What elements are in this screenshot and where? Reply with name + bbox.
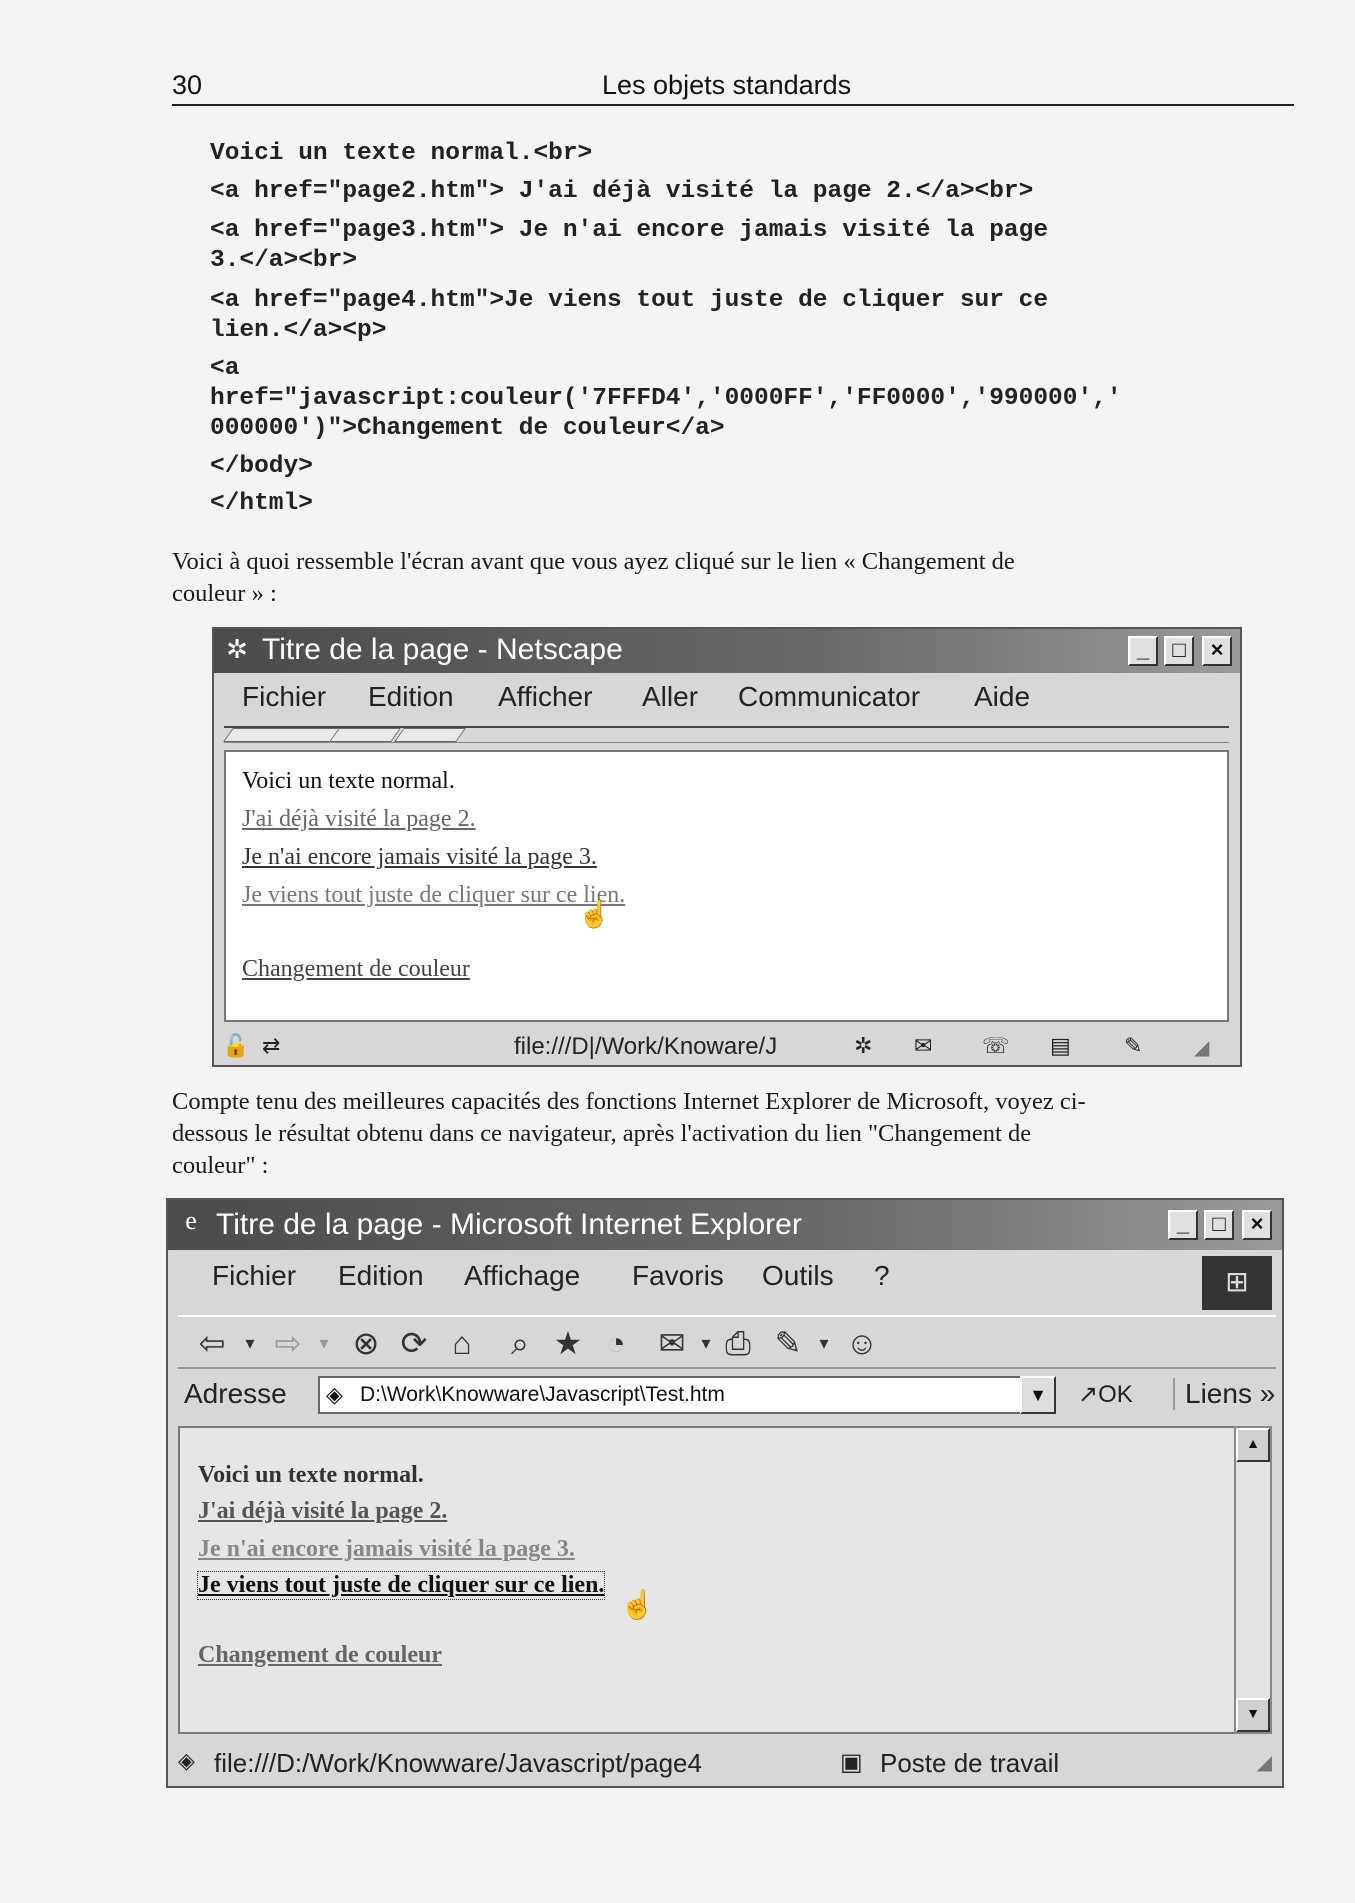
title-bar: [214, 629, 1240, 673]
component-discussion-icon[interactable]: ☏: [982, 1033, 1010, 1058]
stop-icon[interactable]: ⊗: [352, 1325, 380, 1361]
connection-icon: ⇄: [262, 1033, 281, 1058]
link-page3[interactable]: Je n'ai encore jamais visité la page 3.: [242, 844, 597, 870]
back-icon[interactable]: ⇦: [198, 1325, 226, 1361]
code-line: Voici un texte normal.<br>: [210, 140, 593, 167]
code-line: 000000')">Changement de couleur</a>: [210, 415, 725, 442]
links-label: Liens: [1185, 1378, 1252, 1409]
toolbar-grip[interactable]: [224, 726, 1229, 743]
links-button[interactable]: [1173, 1378, 1275, 1410]
history-icon[interactable]: ◔: [606, 1325, 626, 1361]
link-page2[interactable]: J'ai déjà visité la page 2.: [242, 806, 476, 832]
forward-icon[interactable]: ⇨: [274, 1325, 302, 1361]
scroll-up-button[interactable]: ▲: [1236, 1428, 1270, 1462]
toolbar-tab[interactable]: [394, 728, 466, 742]
title-bar: [168, 1200, 1282, 1250]
status-zone: Poste de travail: [880, 1748, 1060, 1778]
close-button[interactable]: ×: [1242, 1210, 1272, 1240]
menu-edition[interactable]: Edition: [338, 1260, 424, 1291]
scroll-down-button[interactable]: ▼: [1236, 1698, 1270, 1732]
windows-logo-icon: ⊞: [1202, 1256, 1272, 1310]
vertical-scrollbar[interactable]: [1234, 1426, 1272, 1734]
back-dropdown-icon[interactable]: ▾: [245, 1333, 255, 1353]
go-arrow-icon: ↗: [1078, 1381, 1099, 1408]
running-head: Les objets standards: [602, 70, 852, 100]
code-line: <a: [210, 355, 240, 382]
paragraph-line: Compte tenu des meilleures capacités des fonctions Internet Explorer de Microsoft, voyez ci-: [172, 1088, 1086, 1115]
page-number: 30: [172, 70, 203, 100]
menu-aller[interactable]: Aller: [642, 681, 699, 712]
edit-dropdown-icon[interactable]: ▾: [819, 1333, 829, 1353]
maximize-button[interactable]: □: [1204, 1210, 1234, 1240]
status-bar: [214, 1029, 1240, 1065]
status-url: file:///D:/Work/Knowware/Javascript/page4: [214, 1748, 702, 1778]
component-composer-icon[interactable]: ▤: [1050, 1033, 1071, 1058]
compare-paragraph: [172, 1086, 1262, 1182]
print-icon[interactable]: ⎙: [725, 1325, 751, 1361]
toolbar: [178, 1315, 1276, 1369]
menu-outils[interactable]: Outils: [762, 1260, 834, 1291]
link-page3[interactable]: Je n'ai encore jamais visité la page 3.: [198, 1536, 575, 1562]
menu-affichage[interactable]: Affichage: [464, 1260, 581, 1291]
menu-afficher[interactable]: Afficher: [498, 681, 593, 712]
messenger-icon[interactable]: ☺: [845, 1325, 879, 1361]
link-page2[interactable]: J'ai déjà visité la page 2.: [198, 1498, 448, 1524]
status-url: file:///D|/Work/Knoware/J: [514, 1033, 778, 1060]
normal-text: Voici un texte normal.: [242, 768, 455, 794]
link-color-change[interactable]: Changement de couleur: [198, 1642, 442, 1668]
menu-bar: [214, 681, 1240, 721]
computer-icon: ▣: [840, 1749, 863, 1776]
component-navigator-icon[interactable]: ✲: [854, 1033, 873, 1058]
ie-logo-icon: e: [185, 1206, 197, 1235]
code-line: href="javascript:couleur('7FFFD4','0000FF','FF0000','990000',': [210, 385, 1122, 412]
code-line: <a href="page2.htm"> J'ai déjà visité la page 2.</a><br>: [210, 178, 1034, 205]
code-line: </html>: [210, 490, 313, 517]
code-line: <a href="page4.htm">Je viens tout juste de cliquer sur ce: [210, 287, 1049, 314]
chevron-right-icon: »: [1259, 1378, 1276, 1409]
maximize-button[interactable]: □: [1164, 636, 1194, 666]
search-icon[interactable]: ⌕: [511, 1325, 529, 1361]
forward-dropdown-icon[interactable]: ▾: [319, 1333, 329, 1353]
link-color-change[interactable]: Changement de couleur: [242, 956, 470, 982]
edit-icon[interactable]: ✎: [774, 1325, 802, 1361]
hand-cursor-icon: ☝: [620, 1590, 655, 1621]
status-bar: [168, 1740, 1282, 1786]
page-content: [224, 750, 1229, 1022]
code-line: </body>: [210, 453, 313, 480]
paragraph-line: couleur » :: [172, 580, 277, 607]
home-icon[interactable]: ⌂: [452, 1325, 472, 1361]
menu-edition[interactable]: Edition: [368, 681, 454, 712]
security-lock-icon[interactable]: 🔓: [222, 1033, 250, 1058]
ie-window: [166, 1198, 1284, 1788]
menu-fichier[interactable]: Fichier: [212, 1260, 297, 1291]
netscape-window: [212, 627, 1242, 1067]
link-page4[interactable]: Je viens tout juste de cliquer sur ce lien.: [198, 1572, 605, 1598]
toolbar-tab[interactable]: [329, 728, 401, 742]
page-content: [178, 1426, 1240, 1734]
menu-help[interactable]: ?: [874, 1260, 890, 1291]
toolbar-tab[interactable]: [223, 728, 345, 742]
paragraph-line: Voici à quoi ressemble l'écran avant que vous ayez cliqué sur le lien « Changement de: [172, 548, 1015, 575]
resize-grip-icon[interactable]: ◢: [1194, 1037, 1210, 1059]
netscape-logo-icon: ✲: [226, 635, 248, 664]
code-line: 3.</a><br>: [210, 247, 358, 274]
page-icon: ◈: [326, 1382, 343, 1407]
menu-aide[interactable]: Aide: [974, 681, 1031, 712]
address-bar: [178, 1370, 1276, 1420]
address-value: D:\Work\Knowware\Javascript\Test.htm: [360, 1383, 725, 1406]
mail-icon[interactable]: ✉: [658, 1325, 686, 1361]
hand-cursor-icon: ☝: [578, 900, 611, 929]
minimize-button[interactable]: _: [1168, 1210, 1198, 1240]
address-input[interactable]: [318, 1376, 1038, 1414]
page-icon: ◈: [178, 1748, 195, 1773]
paragraph-line: dessous le résultat obtenu dans ce navigateur, après l'activation du lien "Changement de: [172, 1120, 1032, 1147]
favorites-icon[interactable]: ★: [553, 1325, 583, 1361]
component-edit-icon[interactable]: ✎: [1124, 1033, 1143, 1058]
intro-paragraph: [172, 546, 1262, 610]
component-mail-icon[interactable]: ✉: [914, 1033, 933, 1058]
code-line: <a href="page3.htm"> Je n'ai encore jamais visité la page: [210, 217, 1049, 244]
normal-text: Voici un texte normal.: [198, 1462, 424, 1488]
window-title: Titre de la page - Microsoft Internet Explorer: [216, 1208, 802, 1241]
paragraph-line: couleur" :: [172, 1152, 269, 1179]
menu-communicator[interactable]: Communicator: [738, 681, 921, 712]
mail-dropdown-icon[interactable]: ▾: [701, 1333, 711, 1353]
go-label: OK: [1098, 1381, 1133, 1408]
minimize-button[interactable]: _: [1128, 636, 1158, 666]
link-page4[interactable]: Je viens tout juste de cliquer sur ce lien.: [242, 882, 626, 908]
address-dropdown-button[interactable]: ▼: [1020, 1376, 1056, 1414]
code-line: lien.</a><p>: [210, 317, 387, 344]
menu-fichier[interactable]: Fichier: [242, 681, 327, 712]
address-label: Adresse: [184, 1378, 287, 1409]
refresh-icon[interactable]: ⟳: [400, 1325, 428, 1361]
menu-bar: [168, 1260, 1282, 1300]
resize-grip-icon[interactable]: ◢: [1256, 1752, 1272, 1774]
go-button[interactable]: [1078, 1380, 1133, 1409]
window-title: Titre de la page - Netscape: [262, 633, 623, 666]
menu-favoris[interactable]: Favoris: [632, 1260, 724, 1291]
close-button[interactable]: ×: [1202, 636, 1232, 666]
page-header: [172, 66, 1294, 106]
